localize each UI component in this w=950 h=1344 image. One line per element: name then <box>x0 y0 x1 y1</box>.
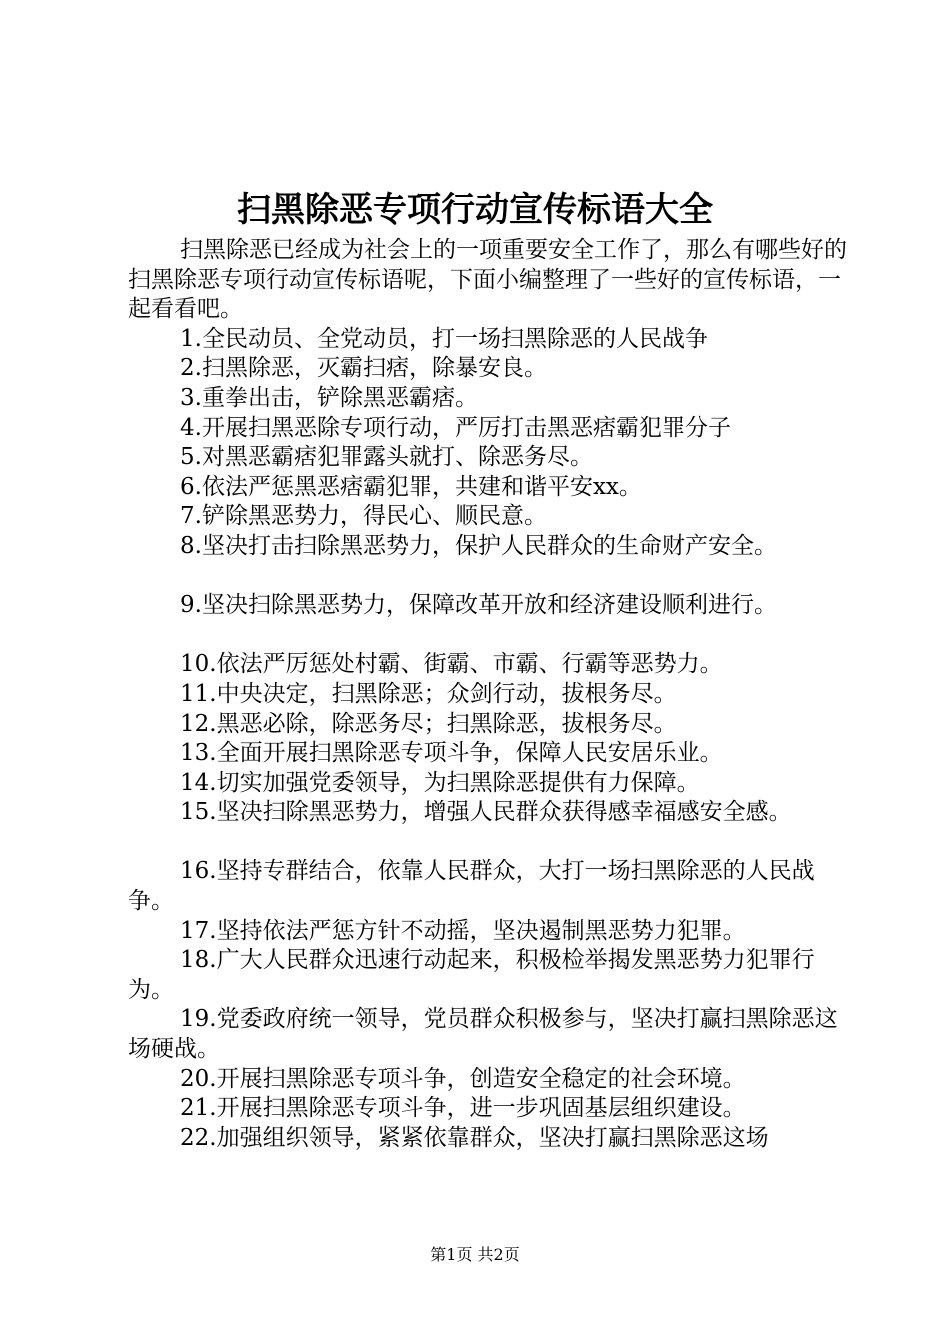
list-item: 13.全面开展扫黑除恶专项斗争，保障人民安居乐业。 <box>180 740 723 767</box>
list-item: 15.坚决扫除黑恶势力，增强人民群众获得感幸福感安全感。 <box>180 799 792 826</box>
list-item: 6.依法严惩黑恶痞霸犯罪，共建和谐平安xx。 <box>180 473 642 500</box>
list-item: 4.开展扫黑恶除专项行动，严厉打击黑恶痞霸犯罪分子 <box>180 414 731 441</box>
list-item: 17.坚持依法严惩方针不动摇，坚决遏制黑恶势力犯罪。 <box>180 917 746 944</box>
blank-line <box>128 562 848 592</box>
intro-paragraph: 扫黑除恶已经成为社会上的一项重要安全工作了，那么有哪些好的扫黑除恶专项行动宣传标语呢，下面小编整理了一些好的宣传标语，一起看看吧。 <box>128 237 847 323</box>
blank-line <box>128 621 848 651</box>
list-item: 22.加强组织领导，紧紧依靠群众，坚决打赢扫黑除恶这场 <box>180 1124 769 1151</box>
list-item: 20.开展扫黑除恶专项斗争，创造安全稳定的社会环境。 <box>180 1065 746 1092</box>
list-item: 14.切实加强党委领导，为扫黑除恶提供有力保障。 <box>180 769 700 796</box>
list-item: 7.铲除黑恶势力，得民心、顺民意。 <box>180 503 547 530</box>
list-item: 8.坚决打击扫除黑恶势力，保护人民群众的生命财产安全。 <box>180 532 777 559</box>
list-item: 2.扫黑除恶，灭霸扫痞，除暴安良。 <box>180 355 547 382</box>
list-item: 18.广大人民群众迅速行动起来，积极检举揭发黑恶势力犯罪行为。 <box>128 947 815 1003</box>
list-item: 10.依法严厉惩处村霸、街霸、市霸、行霸等恶势力。 <box>180 651 723 678</box>
list-item: 12.黑恶必除，除恶务尽；扫黑除恶，拔根务尽。 <box>180 710 677 737</box>
list-item: 3.重拳出击，铲除黑恶霸痞。 <box>180 384 478 411</box>
document-body <box>128 236 848 1153</box>
list-item: 5.对黑恶霸痞犯罪露头就打、除恶务尽。 <box>180 444 593 471</box>
list-item: 16.坚持专群结合，依靠人民群众，大打一场扫黑除恶的人民战争。 <box>128 858 815 915</box>
list-item: 1.全民动员、全党动员，打一场扫黑除恶的人民战争 <box>180 325 708 352</box>
list-item: 11.中央决定，扫黑除恶；众剑行动，拔根务尽。 <box>180 680 677 707</box>
page-title: 扫黑除恶专项行动宣传标语大全 <box>237 190 713 230</box>
list-item: 19.党委政府统一领导，党员群众积极参与，坚决打赢扫黑除恶这场硬战。 <box>128 1006 838 1063</box>
blank-line <box>128 828 848 858</box>
list-item: 9.坚决扫除黑恶势力，保障改革开放和经济建设顺利进行。 <box>180 592 777 619</box>
page-footer: 第1页 共2页 <box>430 1245 520 1264</box>
list-item: 21.开展扫黑除恶专项斗争，进一步巩固基层组织建设。 <box>180 1095 746 1122</box>
